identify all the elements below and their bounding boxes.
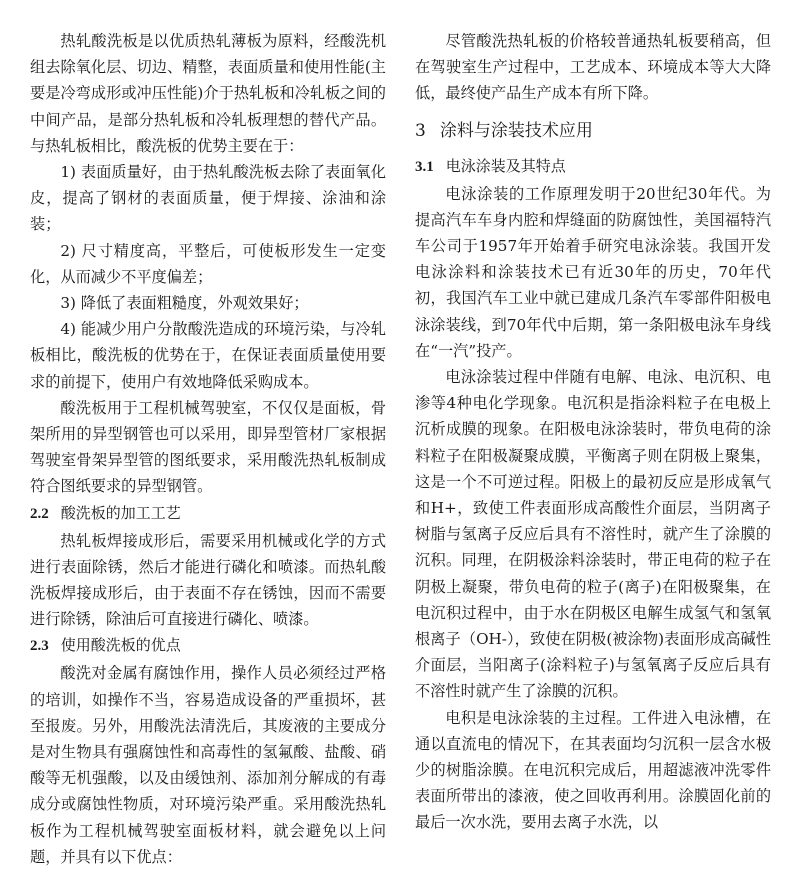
list-item-2: 2) 尺寸精度高，平整后，可使板形发生一定变化，从而减少不平度偏差；	[30, 241, 386, 286]
list-item-1: 1) 表面质量好，由于热轧酸洗板去除了表面氧化皮，提高了钢材的表面质量，便于焊接、涂油和涂装；	[30, 163, 386, 234]
section-heading-3	[415, 117, 771, 145]
section-title: 涂料与涂装技术应用	[439, 120, 593, 141]
paragraph-cab-usage: 酸洗板用于工程机械驾驶室，不仅仅是面板，骨架所用的异型钢管也可以采用，即异型管材厂家根据驾驶室骨架异型管的图纸要求，采用酸洗热轧板制成符合图纸要求的异型钢管。	[30, 398, 386, 496]
paragraph-process: 热轧板焊接成形后，需要采用机械或化学的方式进行表面除锈，然后才能进行磷化和喷漆。而热轧酸洗板焊接成形后，由于表面不存在锈蚀，因而不需要进行除锈，除油后可直接进行磷化、喷漆。	[30, 531, 386, 629]
section-number: 2.3	[30, 638, 49, 655]
section-number: 2.2	[30, 505, 49, 522]
paragraph-deposition: 电积是电泳涂装的主过程。工件进入电泳槽，在通以直流电的情况下，在其表面均匀沉积一层含水极少的树脂涂膜。在电沉积完成后，用超滤液冲洗零件表面所带出的漆液，使之回收再利用。涂膜固化前的最后一次水洗，要用去离子水洗，以	[415, 708, 771, 832]
paragraph-advantages: 酸洗对金属有腐蚀作用，操作人员必须经过严格的培训，如操作不当，容易造成设备的严重损坏，甚至报废。另外，用酸洗法清洗后，其废液的主要成分是对生物具有强腐蚀性和高毒性的氢氟酸、盐酸、硝酸等无机强酸，以及由缓蚀剂、添加剂分解成的有毒成分或腐蚀性物质，对环境污染严重。采用酸洗热轧板作为工程机械驾驶室面板材料，就会避免以上问题，并具有以下优点：	[30, 664, 386, 866]
paragraph-mechanism: 电泳涂装过程中伴随有电解、电泳、电沉积、电渗等4种电化学现象。电沉积是指涂料粒子在电极上沉析成膜的现象。在阳极电泳涂装时，带负电荷的涂料粒子在阳极凝聚成膜，平衡离子则在阴极上聚集，这是一个不可逆过程。阳极上的最初反应是形成氧气和H+，致使工件表面形成高酸性介面层，当阴离子树脂与氢离子反应后具有不溶性时，就产生了涂膜的沉积。同理，在阴极涂料涂装时，带正电荷的粒子在阴极上凝聚，带负电荷的粒子(离子)在阳极聚集，在电沉积过程中，由于水在阴极区电解生成氢气和氢氧根离子（OH-），致使在阴极(被涂物)表面形成高碱性介面层，当阳离子(涂料粒子)与氢氧离子反应后具有不溶性时就产生了涂膜的沉积。	[415, 368, 771, 701]
section-title: 电泳涂装及其特点	[445, 156, 566, 175]
paragraph-cost: 尽管酸洗热轧板的价格较普通热轧板要稍高，但在驾驶室生产过程中，工艺成本、环境成本等大大降低，最终使产品生产成本有所下降。	[415, 32, 771, 103]
section-number: 3.1	[415, 158, 434, 175]
section-heading-3-1	[415, 153, 771, 181]
paragraph-history: 电泳涂装的工作原理发明于20世纪30年代。为提高汽车车身内腔和焊缝面的防腐蚀性，美国福特汽车公司于1957年开始着手研究电泳涂装。我国开发电泳涂料和涂装技术已有近30年的历史，70年代初，我国汽车工业中就已建成几条汽车零部件阳极电泳涂装线，到70年代中后期，第一条阳极电泳车身线在“一汽”投产。	[415, 184, 771, 360]
section-heading-2-3	[30, 632, 386, 660]
right-column	[415, 28, 771, 836]
list-item-4: 4) 能减少用户分散酸洗造成的环境污染，与冷轧板相比，酸洗板的优势在于，在保证表面质量使用要求的前提下，使用户有效地降低采购成本。	[30, 320, 386, 391]
section-number: 3	[415, 120, 426, 141]
section-heading-2-2	[30, 500, 386, 528]
list-item-3: 3) 降低了表面粗糙度，外观效果好；	[60, 294, 309, 313]
section-title: 使用酸洗板的优点	[60, 636, 181, 655]
paragraph-intro: 热轧酸洗板是以优质热轧薄板为原料，经酸洗机组去除氧化层、切边、精整，表面质量和使用性能(主要是冷弯成形或冲压性能)介于热轧板和冷轧板之间的中间产品，是部分热轧板和冷轧板理想的替代产品。与热轧板相比，酸洗板的优势主要在于：	[30, 32, 386, 155]
section-title: 酸洗板的加工工艺	[60, 503, 181, 522]
left-column	[30, 28, 386, 870]
